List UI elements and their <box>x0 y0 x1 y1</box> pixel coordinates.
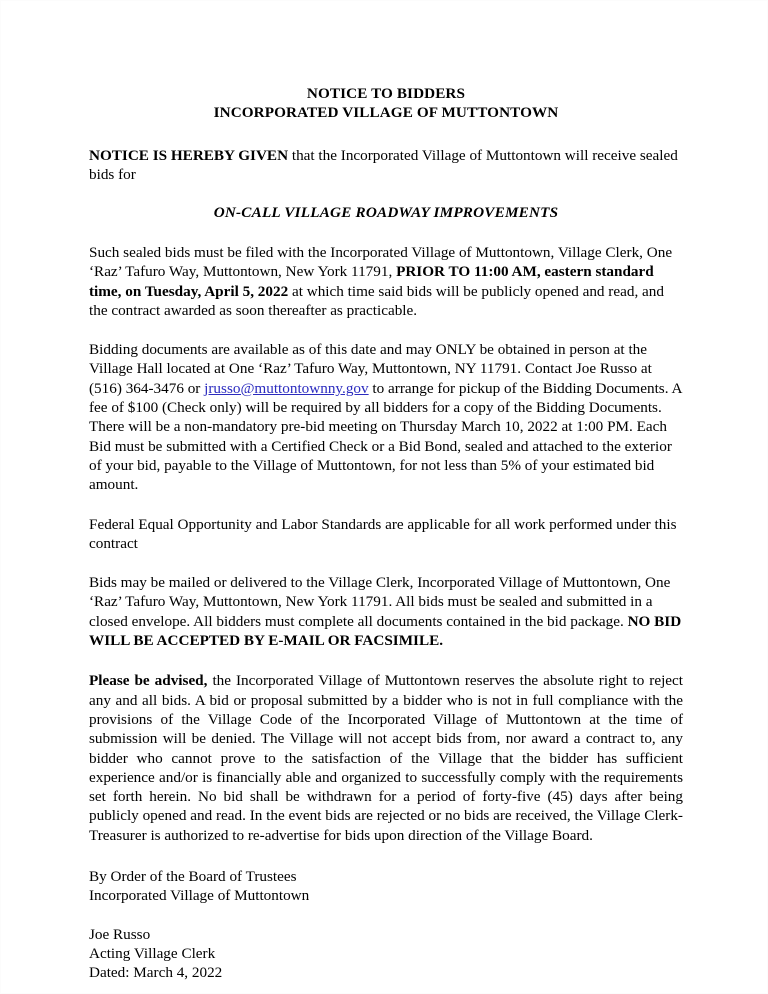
paragraph-federal-standards: Federal Equal Opportunity and Labor Standards are applicable for all work performed under this contract <box>89 515 677 552</box>
project-title: ON-CALL VILLAGE ROADWAY IMPROVEMENTS <box>213 204 559 221</box>
documents-text-part-1: Bidding documents are available as of this date and may ONLY be obtained in person at the Village Hall located at One ‘Raz’ Tafuro Way, Muttontown, NY 11791. Contact Joe Russo at (516) 364-3476 or <box>89 341 652 397</box>
advisory-bold-prefix: Please be advised, <box>89 672 208 690</box>
lead-paragraph <box>89 146 683 184</box>
paragraph-filing-instructions <box>89 243 683 320</box>
contact-email-link[interactable]: jrusso@muttontownny.gov <box>204 379 369 397</box>
signature-block <box>89 867 683 982</box>
signature-spacer <box>89 906 683 925</box>
mailing-text-part-1: Bids may be mailed or delivered to the Village Clerk, Incorporated Village of Muttontown, One ‘Raz’ Tafuro Way, Muttontown, New York 11791. All bids must be sealed and submitted in a closed envelope. All bidders must complete all documents contained in the bid package. <box>89 574 671 630</box>
mailing-no-bid-bold: NO BID WILL BE ACCEPTED BY E-MAIL OR FACSIMILE. <box>89 612 682 650</box>
filing-text-part-2: at which time said bids will be publicly opened and read, and the contract awarded as soon thereafter as practicable. <box>89 282 664 319</box>
documents-text-part-2: to arrange for pickup of the Bidding Documents. A fee of $100 (Check only) will be required by all bidders for a copy of the Bidding Documents. There will be a non-mandatory pre-bid meeting on Thursday March 10, 2022 at 1:00 PM. Each Bid must be submitted with a Certified Check or a Bid Bond, sealed and attached to the exterior of your bid, payable to the Village of Muttontown, for not less than 5% of your estimated bid amount. <box>89 379 682 494</box>
signature-order-line-2: Incorporated Village of Muttontown <box>89 887 310 905</box>
signature-title: Acting Village Clerk <box>89 944 216 962</box>
paragraph-bidding-documents <box>89 340 683 494</box>
filing-deadline-bold: PRIOR TO 11:00 AM, eastern standard time, on Tuesday, April 5, 2022 <box>89 263 654 300</box>
lead-bold-prefix: NOTICE IS HEREBY GIVEN <box>89 147 289 164</box>
paragraph-mailing-delivery <box>89 573 683 650</box>
paragraph-advisory <box>89 671 683 845</box>
advisory-text: the Incorporated Village of Muttontown reserves the absolute right to reject any and all bids. A bid or proposal submitted by a bidder who is not in full compliance with the provisions of the Village Code of the Incorporated Village of Muttontown at the time of submission will be denied. The Village will not accept bids from, nor award a contract to, any bidder who cannot prove to the satisfaction of the Village that the bidder has sufficient experience and/or is financially able and organized to successfully comply with the requirements set forth herein. No bid shall be withdrawn for a period of forty-five (45) days after being publicly opened and read. In the event bids are rejected or no bids are received, the Village Clerk-Treasurer is authorized to re-advertise for bids upon direction of the Village Board. <box>89 672 684 844</box>
lead-rest: that the Incorporated Village of Muttontown will receive sealed bids for <box>89 147 678 183</box>
signature-name: Joe Russo <box>89 925 151 943</box>
signature-date: Dated: March 4, 2022 <box>89 964 223 982</box>
signature-order-line-1: By Order of the Board of Trustees <box>89 868 297 886</box>
document-title <box>89 85 683 122</box>
title-line-village-name: INCORPORATED VILLAGE OF MUTTONTOWN <box>213 103 559 121</box>
document-body <box>89 85 683 983</box>
filing-text-part-1: Such sealed bids must be filed with the Incorporated Village of Muttontown, Village Clerk, One ‘Raz’ Tafuro Way, Muttontown, New York 11791, <box>89 244 673 281</box>
title-line-notice-to-bidders: NOTICE TO BIDDERS <box>306 85 466 102</box>
